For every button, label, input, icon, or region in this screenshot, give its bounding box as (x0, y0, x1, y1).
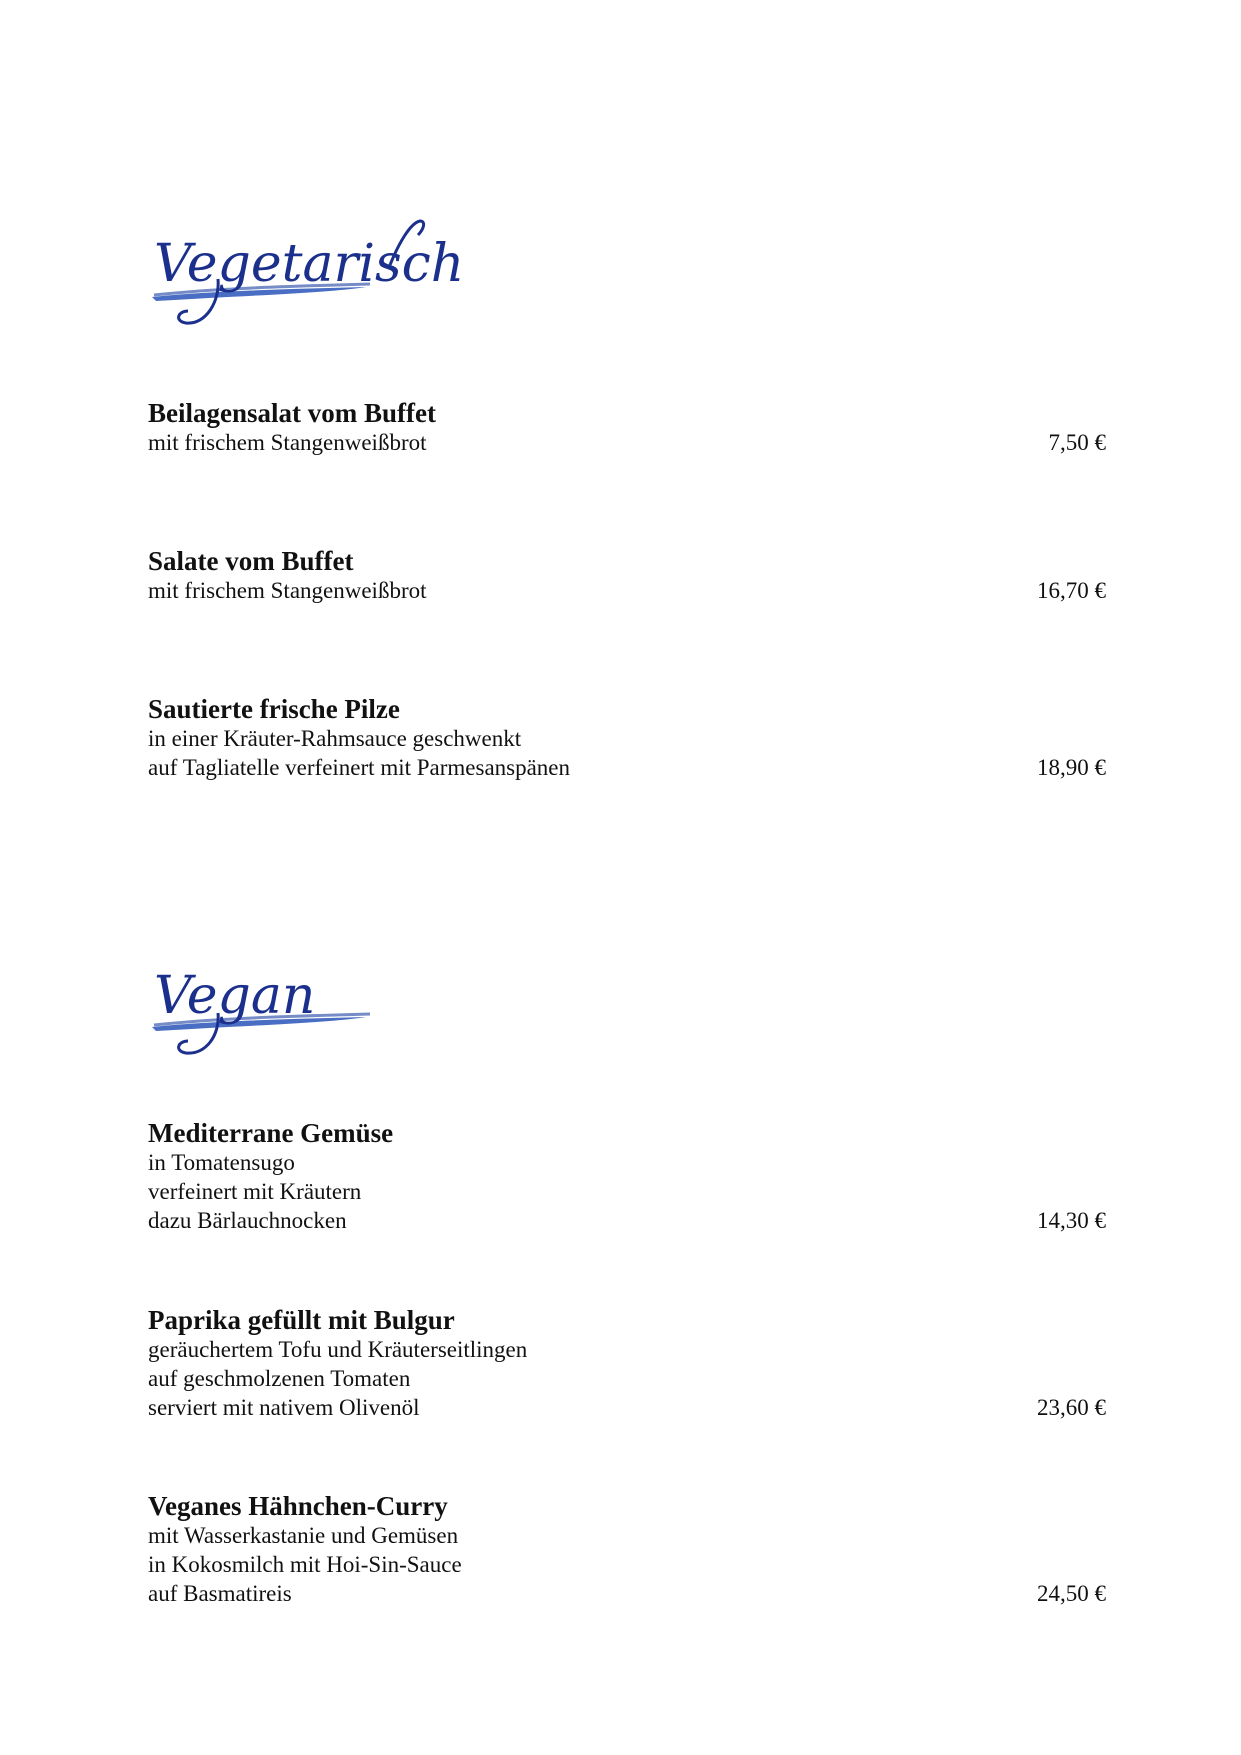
item-description: auf Basmatireis (148, 1581, 292, 1606)
item-description: serviert mit nativem Olivenöl (148, 1395, 420, 1420)
script-title-graphic (148, 215, 465, 335)
menu-item (148, 1118, 1106, 1235)
item-price: 24,50 € (1037, 1581, 1106, 1606)
item-price: 7,50 € (1048, 430, 1106, 455)
item-description: auf Tagliatelle verfeinert mit Parmesanspänen (148, 755, 571, 780)
menu-item (148, 694, 1106, 782)
item-description: dazu Bärlauchnocken (148, 1208, 347, 1233)
menu-item (148, 1305, 1106, 1422)
item-description: in einer Kräuter-Rahmsauce geschwenkt (148, 726, 522, 751)
item-description: geräuchertem Tofu und Kräuterseitlingen (148, 1337, 528, 1362)
item-name: Beilagensalat vom Buffet (148, 398, 436, 428)
item-description: auf geschmolzenen Tomaten (148, 1366, 411, 1391)
item-description: mit frischem Stangenweißbrot (148, 430, 427, 455)
item-description: in Kokosmilch mit Hoi-Sin-Sauce (148, 1552, 462, 1577)
menu-item (148, 546, 1106, 605)
section-title-text: Vegetarisch (154, 234, 465, 294)
script-title-graphic (148, 955, 448, 1075)
item-price: 16,70 € (1037, 578, 1106, 603)
section-title-vegan (148, 955, 448, 1075)
section-title-vegetarisch (148, 215, 465, 335)
menu-item (148, 1491, 1106, 1608)
item-name: Veganes Hähnchen-Curry (148, 1491, 448, 1521)
item-price: 14,30 € (1037, 1208, 1106, 1233)
item-description: mit Wasserkastanie und Gemüsen (148, 1523, 459, 1548)
section-title-text: Vegan (154, 966, 316, 1026)
item-description: mit frischem Stangenweißbrot (148, 578, 427, 603)
item-price: 23,60 € (1037, 1395, 1106, 1420)
item-description: in Tomatensugo (148, 1150, 295, 1175)
item-description: verfeinert mit Kräutern (148, 1179, 362, 1204)
item-name: Sautierte frische Pilze (148, 694, 400, 724)
item-price: 18,90 € (1037, 755, 1106, 780)
item-name: Mediterrane Gemüse (148, 1118, 394, 1148)
menu-item (148, 398, 1106, 457)
item-name: Salate vom Buffet (148, 546, 354, 576)
item-name: Paprika gefüllt mit Bulgur (148, 1305, 455, 1335)
